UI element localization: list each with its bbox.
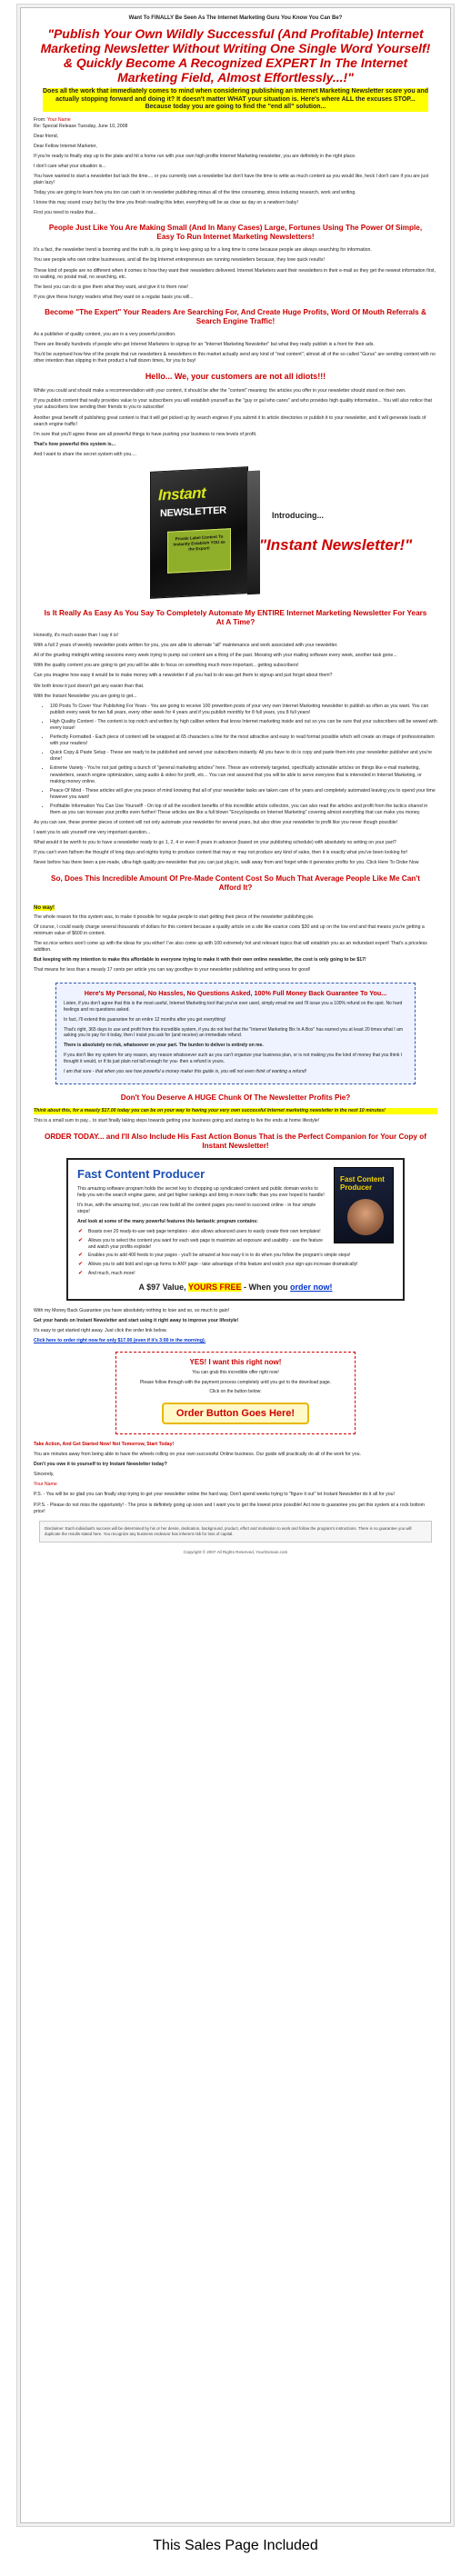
s3-p2: With a full 2 years of weekly newsletter posts written for you, you are able to alternate "all" maintenance and work associated with your newsletter. xyxy=(34,643,338,649)
f-p3: Don't you owe it to yourself to try Instant Newsletter today? xyxy=(34,1462,167,1468)
s3-p3: All of the grueling midnight writing sessions every week trying to pump out content are a thing of the past. Messing with your mailing software every week, another task gone... xyxy=(34,653,397,659)
s2-p5: If you publish content that really provides value to your subscribers you will establish yourself as the "guy or gal who cares" and who provides high quality information... You will also notice that your subscribers love sending their friends to you to subscribe! xyxy=(34,398,432,411)
order-now-link[interactable]: order now! xyxy=(290,1282,333,1292)
list-item: ✔ Allows you to select the content you want for each web page to maximize ad exposure and usability - use the feature and watch your profits explode! xyxy=(88,1238,394,1251)
greeting: Dear friend, xyxy=(34,133,59,139)
letter-p4: You have wanted to start a newsletter but lack the time.... or you currently own a newsletter but don't have the time to write as much content as you would like, heck I don't care if you are just plain lazy! xyxy=(34,173,429,185)
s4-p2: Of course, I could easily charge several thousands of dollars for this content because a quality article on a site like ezarice costs $30 and up on the low end and that means you're getting a minimum value of $600 in content. xyxy=(34,924,425,936)
main-headline: "Publish Your Own Wildly Successful (And Profitable) Internet Marketing Newsletter Without Writing One Single Word Yourself! & Quickly Become A Recognized EXPERT In The Internet Marketing Field, Almost Effortlessly...!" xyxy=(40,26,431,85)
g-p2: In fact, I'll extend this guarantee for an entire 12 months after you get everything! xyxy=(64,1016,226,1023)
s3-p6: We both know it just doesn't get any easier than that. xyxy=(34,683,145,689)
s2-p3: You'd be surprised how few of the people that run newsletters & newsletters in this market actually send any kind of "real content"; almost all of the so called "Gurus" are sending content with no other intention than slipping in their product a half dozen times, for you to buy! xyxy=(34,352,436,364)
s4-p5: That means for less than a measly 17 cents per article you can say goodbye to your newsletter publishing and writing woes for good! xyxy=(34,967,311,973)
s2-p2: There are literally hundreds of people who get Internet Marketers to signup for an "Internet Marketing Newsletter" but what they really publish is a front for their ads. xyxy=(34,342,375,347)
subheadline: Does all the work that immediately comes to mind when considering publishing an Internet Marketing Newsletter scare you and actually stopping forward and doing it? It doesn't matter WHAT your situation is. Here's where ALL the excuses STOP... Because today you are going to find the "end all" solution... xyxy=(43,88,428,110)
c-p2: Get your hands on Instant Newsletter and start using it right away to improve your lifestyle! xyxy=(34,1317,239,1323)
s4-p3: The ez.nice writers won't come up with the ideas for you either! I've also come up with 100 extremely hot and relevant topics that will establish you as an redundant expert! That's a priceless addition. xyxy=(34,940,427,953)
f-sincerely: Sincerely, xyxy=(34,1472,55,1478)
top-question: Want To FINALLY Be Seen As The Internet Marketing Guru You Know You Can Be? xyxy=(128,15,343,21)
letter-p5: Today you are going to learn how you too can cash in on newsletter publishing minus all of the time consuming, stress inducing research, work and writing. xyxy=(34,190,356,196)
benefits-list xyxy=(50,704,437,816)
s1-p3: These kind of people are no different when it comes to how they want their newsletters delivered. Internet Marketers want their newsletters in their e-mail so they get the newest information first, no waiting, no postal mail, no searching, etc. xyxy=(34,267,436,280)
s2-p4: While you could and should make a recommendation with your content, it should be after the "content" meaning: the articles you offer in your newsletter should stand on their own. xyxy=(34,388,406,394)
f-ps2: P.P.S. - Please do not miss the opportunity! - The price is definitely going up soon and I want you to get the lowest price possible! Act now to guarantee you get this system at a rock bottom price! xyxy=(34,1502,425,1514)
section-heading-cost: So, Does This Incredible Amount Of Pre-Made Content Cost So Much That Average People Like Me Can't Afford It? xyxy=(51,874,420,892)
product-name: "Instant Newsletter!" xyxy=(259,536,413,554)
letter-meta xyxy=(34,117,437,130)
copyright: Copyright © 2007 All Rights Reserved, YourDomain.com xyxy=(183,1549,288,1554)
no-way-callout: No way! xyxy=(34,904,55,911)
list-item: ✔ Enables you to add 400 feeds to your pages - you'll be amazed at how easy it is to do when you follow the program's simple steps! xyxy=(88,1253,394,1259)
product-box-side xyxy=(247,471,260,595)
f-signature: Your Name xyxy=(34,1482,57,1488)
section-heading-deserve: Don't You Deserve A HUGE Chunk Of The Newsletter Profits Pie? xyxy=(120,1093,351,1103)
letter-p1: Dear Fellow Internet Marketer, xyxy=(34,143,97,149)
list-item: ✔ Boasts over 20 ready-to-use web page templates - also allows advanced users to easily create their own templates! xyxy=(88,1229,394,1235)
o-p1: You can grab this incredible offer right now! xyxy=(192,1370,279,1376)
s2-p6: Another great benefit of publishing great content is that it will get picked up by search engines if you submit it to article directories or publish it to your newsletter, and it will generate loads of search engine traffic! xyxy=(34,414,426,427)
bonus-offer-box xyxy=(66,1158,405,1301)
s3-p12[interactable]: Never before has there been a pre-made, ultra-high quality pre-newsletter that you can just plug in, walk away from and forget while it generates profits for you. Click Here To Order Now xyxy=(34,860,419,866)
letter-p2: If you're ready to finally step up to the plate and hit a home run with your own high profile Internet Marketing newsletter, you are definitely in the right place. xyxy=(34,153,356,159)
s3-p10: What would it be worth to you to have a newsletter ready to go 1, 2, 4 or even 8 years in advance (based on your publishing schedule) with absolutely no writing on your part? xyxy=(34,840,396,846)
f-p1: Take Action, And Get Started Now! Not Tomorrow, Start Today! xyxy=(34,1441,175,1447)
product-box-subtitle: NEWSLETTER xyxy=(160,504,226,520)
s3-p8: As you can see, these premier pieces of content will not only automate your newsletter for several years, but also drive your newsletter to profit like you never though possible! xyxy=(34,820,398,826)
product-box-badge: Private Label Content To Instantly Establish YOU as the Expert! xyxy=(167,528,231,574)
list-item: • Peace Of Mind - These articles will give you peace of mind knowing that all of your newsletter tasks are taken care of for years and completely automated leaving you to spend your time however you want! xyxy=(50,788,437,801)
s2-p8: That's how powerful this system is... xyxy=(34,441,116,447)
order-box xyxy=(115,1352,356,1434)
footer-caption: This Sales Page Included xyxy=(153,2538,318,2553)
re-line: Re: Special Release Tuesday, June 10, 2008 xyxy=(34,123,128,129)
order-today-heading: ORDER TODAY... and I'll Also Include His Fast Action Bonus That is the Perfect Companion for Your Copy of Instant Newsletter! xyxy=(44,1132,426,1150)
list-item: • Perfectly Formatted - Each piece of content will be wrapped at 65 characters a line for the most attractive and easy to read format possible which will create an image of professionalism with your readers! xyxy=(50,734,437,747)
s3-p7: With the Instant Newsletter you are going to get... xyxy=(34,693,137,699)
b-p3: And look at some of the many powerful features this fantastic program contains: xyxy=(77,1218,258,1224)
s3-p9: I want you to ask yourself one very important question... xyxy=(34,830,151,836)
disclaimer: Disclaimer: Each individual's success will be determined by his or her desire, dedication, background, product, effort and motivation to work and follow the program's instructions. There is no guarantee you will duplicate the results stated here. You recognize any business endeavor has inherent risk for loss of capital. xyxy=(39,1521,432,1543)
introducing-label: Introducing... xyxy=(272,511,324,521)
s2-p9: And I want to share the secret system with you.... xyxy=(34,451,137,457)
section-heading-expert: Become "The Expert" Your Readers Are Searching For, And Create Huge Profits, Word Of Mouth Referrals & Search Engine Traffic! xyxy=(45,307,426,325)
list-item: • Profitable Information You Can Use Yourself! - On top of all the excellent benefits of this incredible article collection, you can also read the articles and profit from the tactics shared in them as you can increase your profits even further! These articles are like a full blown "Encyclopedia on Internet Marketing" covering almost everything that can make you money. xyxy=(50,804,437,816)
g-p3: That's right, 365 days to use and profit from this incredible system, if you do not feel that the "Internet Marketing Bix In A Box" has earned you at least 20 times what I am asking you to pay for it today, then I insist you ask for (and receive) an immediate refund. xyxy=(64,1026,404,1039)
bonus-price-sep: - When you xyxy=(241,1282,291,1292)
product-box-image xyxy=(150,466,248,599)
order-box-heading: YES! I want this right now! xyxy=(189,1358,282,1367)
from-name: Your Name xyxy=(46,116,71,123)
s2-p7: I'm sure that you'll agree these are all powerful things to have pushing your business to new levels of profit. xyxy=(34,431,257,437)
section-heading-people: People Just Like You Are Making Small (And In Many Cases) Large, Fortunes Using The Power Of Simple, Easy To Run Internet Marketing Newsletters! xyxy=(48,224,423,242)
sales-page-sheet xyxy=(20,7,451,2523)
c-p3: It's easy to get started right away. Just click the order link below. xyxy=(34,1328,167,1334)
s5-p2: This is a small sum to pay... to start finally taking steps towards getting your business going and starting to live the ends at home lifestyle! xyxy=(34,1118,320,1124)
f-p2: You are minutes away from being able to have the wheels rolling on your own successful Online business. Our guide will practically do all of the work for you. xyxy=(34,1452,361,1458)
hello-callout: Hello... We, your customers are not all idiots!!! xyxy=(145,372,326,382)
s1-p1: It's a fact, the newsletter trend is booming and the truth is, its going to keep going up for a long time to come because people are always searching for information. xyxy=(34,247,372,254)
bonus-price-line xyxy=(77,1283,394,1292)
list-item: ✔ And much, much more! xyxy=(88,1271,394,1277)
letter-p6: I know this may sound crazy but by the time you finish reading this letter, everything will be as clear as day on a newborn baby! xyxy=(34,200,298,206)
g-p5: If you don't like my system for any reason, any reason whatsoever such as you can't organize your business plan, or is not making you the kind of money that you think I thought it would, or if its just plain not tall enough for you- then a refund is yours. xyxy=(64,1053,403,1064)
g-p6: I am that sure - that when you see how powerful a money maker this guide is, you will not even think of wanting a refund! xyxy=(64,1068,307,1074)
o-p3: Click on the button below: xyxy=(209,1389,262,1395)
o-p2: Please follow through with the payment process completely until you get to the download page. xyxy=(139,1379,332,1385)
order-link-line[interactable]: Click here to order right now for only $17.00 (even if it's 3:00 in the morning). xyxy=(34,1338,206,1344)
product-box-title: Instant xyxy=(158,484,206,504)
s5-p1: Think about this, for a measly $17.00 today you can be on your way to having your very own successful Internet marketing newsletter in the next 10 minutes! xyxy=(34,1108,437,1114)
list-item: ✔ Allows you to add bold and sign-up forms to ANY page - take advantage of this feature and watch your sign-ups increase dramatically! xyxy=(88,1262,394,1268)
letter-p7: First you need to realize that... xyxy=(34,210,97,216)
section-heading-easy: Is It Really As Easy As You Say To Completely Automate My ENTIRE Internet Marketing Newsletter For Years At A Time? xyxy=(44,609,427,627)
list-item: • Quick Copy & Paste Setup - These are ready to be published and served your subscribers instantly. All you have to do is copy and paste them into your newsletter publisher and you're done! xyxy=(50,750,437,763)
s3-p1: Honestly, it's much easier than I say it is! xyxy=(34,633,119,639)
product-hero xyxy=(34,465,437,602)
guarantee-heading: Here's My Personal, No Hassles, No Questions Asked, 100% Full Money Back Guarantee To You... xyxy=(84,989,387,998)
c-p1: With my Money Back Guarantee you have absolutely nothing to lose and so, so much to gain! xyxy=(34,1307,230,1313)
list-item: • High Quality Content - The content is top notch and written by high caliber writers that know Internet marketing inside and out so you can be sure that your subscribers will be wowed with every issue! xyxy=(50,719,437,732)
s3-p4: With the quality content you are going to get you will be able to focus on something much more important... getting subscribers! xyxy=(34,663,299,669)
b-p1: This amazing software program holds the secret key to chopping up syndicated content and public domain works to help you win the search engine game, and get higher rankings and bring in more traffic than you ever hoped to handle! xyxy=(77,1185,325,1198)
bonus-title: Fast Content Producer xyxy=(77,1166,205,1181)
from-label: From: xyxy=(34,116,46,123)
s3-p11: If you can't even fathom the thought of long days and nights trying to produce content that may or may not produce any kind of sales, then it is exactly what you've been looking for! xyxy=(34,850,408,856)
bonus-product-label: Fast Content Producer xyxy=(340,1174,385,1192)
f-ps1: P.S. - You will be so glad you can finally stop trying to get your newsletter online the hard way. Don't spend weeks trying to "figure it out" let Instant Newsletter do it all for you! xyxy=(34,1492,395,1498)
g-p1: Listen, if you don't agree that this is the most useful, Internet Marketing tool that you've ever used, simply email me and I'll issue you a 100% refund on the spot. No hard feelings and no questions asked. xyxy=(64,1001,403,1013)
letter-p3: I don't care what your situation is... xyxy=(34,163,106,169)
s4-p4: But keeping with my intention to make this affordable to everyone trying to make it with their own online newsletter, the cost is only going to be $17! xyxy=(34,957,366,964)
s1-p4: The best you can do is give them what they want, and give it to them now! xyxy=(34,284,188,290)
bonus-free-label: YOURS FREE xyxy=(188,1282,242,1292)
s1-p2: You see people who own online businesses, and all the big Internet entrepreneurs are running newsletters because, they love quick results! xyxy=(34,257,325,264)
list-item: • Extreme Variety - You're not just getting a bunch of "general marketing articles" here. These are extremely targeted, specifically actionable articles on things like e-mail marketing, newsletters, search engine optimization, using audio & video for profit, etc... You can rest assured that you will be able to serve everyone that is interested in Internet Marketing, or making money online. xyxy=(50,765,437,784)
s3-p5: Can you imagine how easy it would be to make money with a newsletter if all you had to do was get them to signup and just forget about them? xyxy=(34,673,333,679)
s4-p1: The whole reason for this system was, to make it possible for regular people to start getting their piece of the newsletter publishing pie. xyxy=(34,914,315,920)
guarantee-box xyxy=(55,983,416,1084)
list-item: • 100 Posts To Cover Your Publishing For Years - You are going to receive 100 prewritten posts of your very own Internet Marketing newsletter to publish as often as you want. You can publish every week for two full years, every other week for 4 years and if you publish monthly for 8 full years, you 8 full years! xyxy=(50,704,437,716)
order-button[interactable]: Order Button Goes Here! xyxy=(162,1403,309,1424)
bonus-value: A $97 Value, xyxy=(138,1282,186,1292)
s2-p1: As a publisher of quality content, you are in a very powerful position. xyxy=(34,331,176,337)
s1-p5: If you give these hungry readers what they want on a regular basis you will... xyxy=(34,294,194,300)
b-p2: It's true, with the amazing tool, you can now build all the content pages you need to succeed online - in four simple steps! xyxy=(77,1202,316,1214)
g-p4: There is absolutely no risk, whatsoever on your part. The burden to deliver is entirely on me. xyxy=(64,1043,264,1049)
